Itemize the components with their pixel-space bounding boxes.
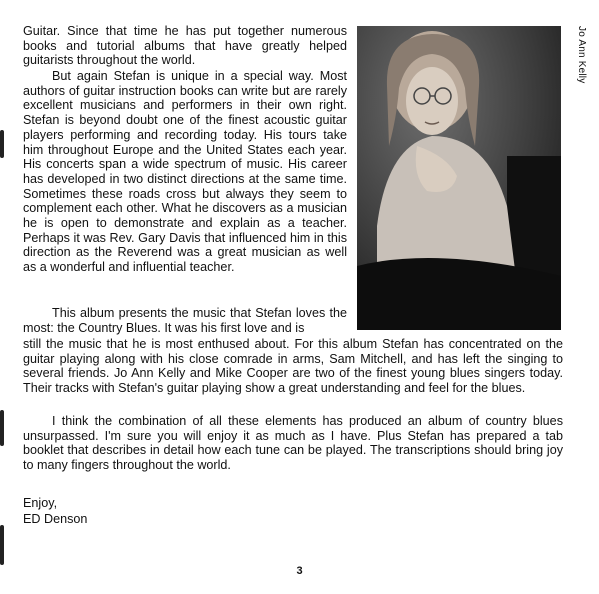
photo-credit: Jo Ann Kelly bbox=[576, 26, 587, 84]
edge-mark bbox=[0, 525, 4, 565]
signoff-author: ED Denson bbox=[23, 512, 88, 526]
page-number: 3 bbox=[296, 565, 303, 577]
signoff-greeting: Enjoy, bbox=[23, 496, 58, 510]
paragraph-album-start: This album presents the music that Stefan loves the most: the Country Blues. It was his first love and is bbox=[23, 306, 347, 335]
paragraph-unique: But again Stefan is unique in a special way. Most authors of guitar instruction books can write but are rarely excellent musicians and performers in their own right. Stefan is beyond doubt one of the finest acoustic guitar players performing and recording today. His tours take him throughout Europe and the United States each year. His concerts span a wide spectrum of music. His career has developed in two distinct directions at the same time. Sometimes these roads cross but always they seem to complement each other. What he discovers as a musician he is open to demonstrate and explain as a teacher. Perhaps it was Rev. Gary Davis that influenced him in this direction as the Reverend was a great musician as well as a wonderful and influential teacher. bbox=[23, 69, 347, 275]
photo-jo-ann-kelly bbox=[357, 26, 561, 330]
paragraph-intro: Guitar. Since that time he has put together numerous books and tutorial albums that have greatly helped guitarists throughout the world. bbox=[23, 24, 347, 68]
signoff bbox=[23, 495, 87, 527]
paragraph-album-continued: still the music that he is most enthused about. For this album Stefan has concentrated on the guitar playing along with his close comrade in arms, Sam Mitchell, and has left the singing to several friends. Jo Ann Kelly and Mike Cooper are two of the finest young blues singers today. Their tracks with Stefan's guitar playing show a great understanding and feel for the blues. bbox=[23, 337, 563, 396]
edge-mark bbox=[0, 130, 4, 158]
edge-mark bbox=[0, 410, 4, 446]
paragraph-combination: I think the combination of all these elements has produced an album of country blues unsurpassed. I'm sure you will enjoy it as much as I have. Plus Stefan has prepared a tab booklet that describes in detail how each tune can be played. The transcriptions should bring joy to many fingers throughout the world. bbox=[23, 414, 563, 473]
